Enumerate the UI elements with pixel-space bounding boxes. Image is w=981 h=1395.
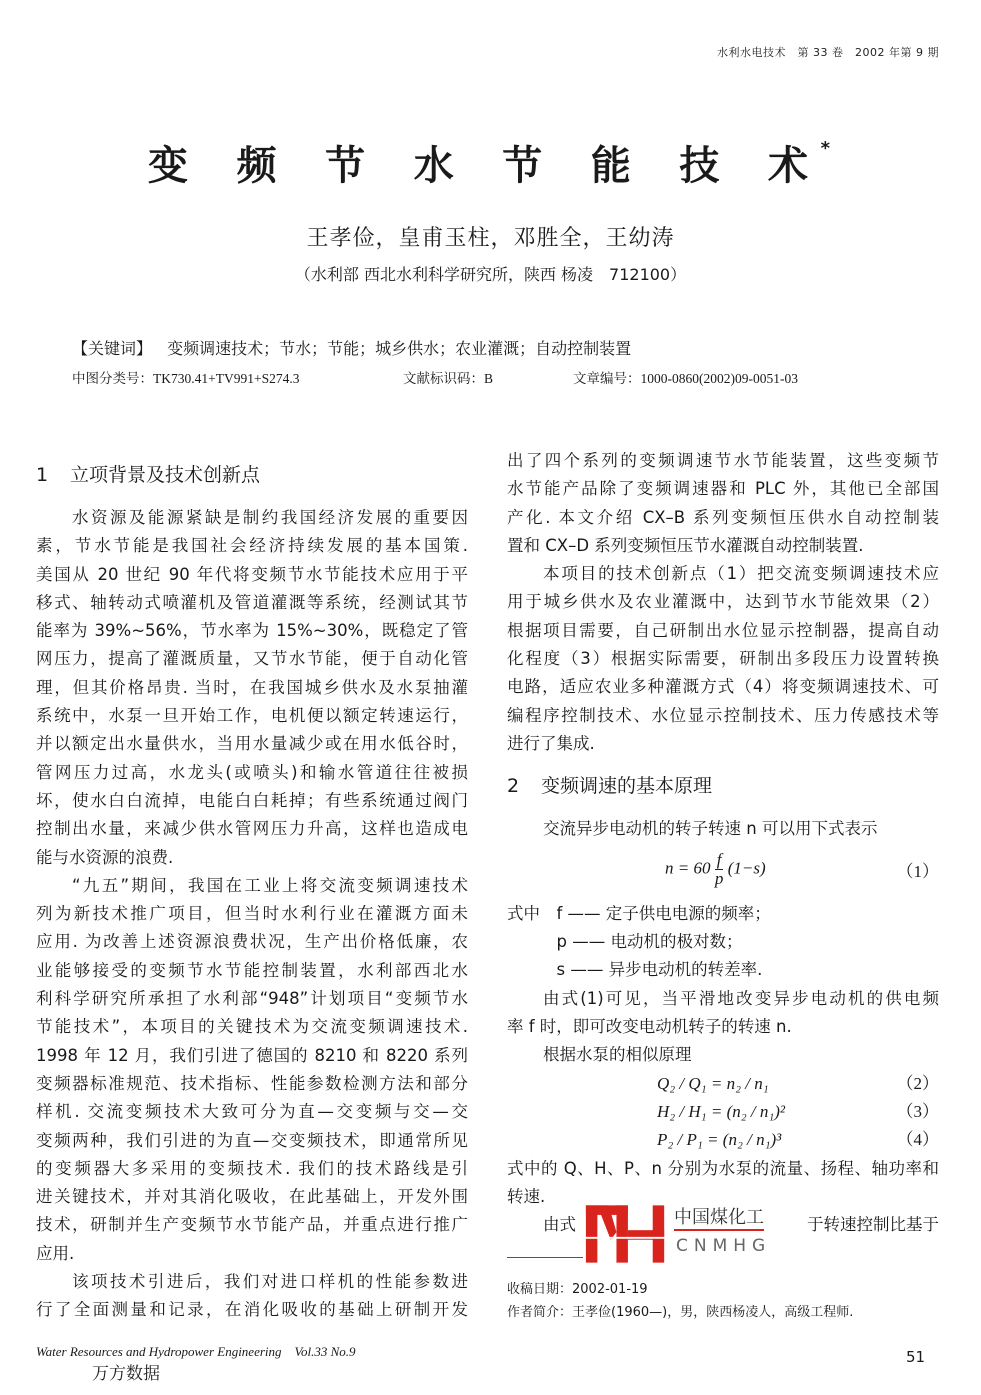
text-line: 并以额定出水量供水，当用水量减少或在用水低谷时，: [36, 734, 468, 754]
equation-3: [507, 1098, 939, 1126]
footer-journal: Water Resources and Hydropower Engineering Vol.33 No.9: [36, 1344, 356, 1359]
text-line: 理，但其价格昂贵. 当时，在我国城乡供水及水泵抽灌: [36, 677, 468, 697]
paper-title: [148, 134, 830, 191]
section-number: 2: [507, 775, 520, 797]
text-line: 的变频器大多采用的变频技术. 我们的技术路线是引: [36, 1158, 468, 1178]
keywords: [72, 336, 631, 359]
text-line: 美国从 20 世纪 90 年代将变频节水节能技术应用于平: [36, 564, 468, 584]
author-bio: 作者简介：王孝俭(1960—)，男，陕西杨凌人，高级工程师.: [507, 1305, 854, 1320]
text-line: 变频两种，我们引进的为直—交变频技术，即通常所见: [36, 1130, 468, 1150]
text-line: 控制出水量，来减少供水管网压力升高，这样也造成电: [36, 819, 468, 839]
text-line: 由式(1)可见，当平滑地改变异步电动机的供电频: [543, 988, 939, 1008]
text-line: 列为新技术推广项目，但当时水利行业在灌溉方面未: [36, 904, 468, 924]
text-line: 应用.: [36, 1243, 75, 1263]
text-line: 转速.: [507, 1186, 546, 1206]
equation-label: （3）: [896, 1101, 939, 1121]
text-line: 能率为 39%~56%，节水率为 15%~30%，既稳定了管: [36, 621, 468, 641]
logo-text-cn: 中国煤化工: [674, 1207, 764, 1231]
title-char: 水: [413, 143, 454, 189]
text-line: 节能技术”，本项目的关键技术为交流变频调速技术.: [36, 1017, 468, 1037]
numerator: f: [716, 850, 722, 870]
text-line: 水资源及能源紧缺是制约我国经济发展的重要因: [72, 508, 468, 527]
equation-4: [507, 1126, 939, 1154]
text-line: 行了全面测量和记录，在消化吸收的基础上研制开发: [36, 1300, 468, 1320]
text-line: “九五”期间，我国在工业上将交流变频调速技术: [72, 875, 468, 895]
text-line: 进行了集成.: [507, 733, 595, 753]
document-code: 文献标识码：B: [403, 371, 494, 386]
section-title: 变频调速的基本原理: [541, 775, 713, 797]
keywords-text: 变频调速技术；节水；节能；城乡供水；农业灌溉；自动控制装置: [167, 339, 632, 358]
text-line: 样机. 交流变频技术大致可分为直—交变频与交—交: [36, 1102, 468, 1122]
title-char: 节: [502, 143, 543, 189]
denominator: p: [714, 869, 724, 889]
text-line: 水节能产品除了变频调速器和 PLC 外，其他已全部国: [507, 479, 939, 499]
text-line: 坏，使水白白流掉，电能白白耗掉；有些系统通过阀门: [36, 790, 468, 810]
where-line: p —— 电动机的极对数；: [507, 932, 743, 952]
logo-text-en: CNMHG: [676, 1236, 772, 1256]
title-footnote-mark: *: [820, 138, 830, 159]
text-line: 业能够接受的变频节水节能控制装置，水利部西北水: [36, 960, 468, 980]
equation-label: （1）: [896, 862, 939, 882]
received-date: 收稿日期：2002-01-19: [507, 1282, 648, 1297]
formula-lhs: n = 60: [665, 858, 711, 878]
text-line: 产化. 本文介绍 CX–B 系列变频恒压供水自动控制装: [507, 507, 939, 527]
text-line: 该项技术引进后，我们对进口样机的性能参数进: [72, 1272, 468, 1292]
text-line: 用于城乡供水及农业灌溉中，达到节水节能效果（2）: [507, 592, 939, 612]
title-char: 术: [767, 143, 808, 189]
text-line: 网压力，提高了灌溉质量，又节水节能，便于自动化管: [36, 649, 468, 669]
equation-label: （2）: [896, 1073, 939, 1093]
text-line: 式中的 Q、H、P、n 分别为水泵的流量、扬程、轴功率和: [507, 1158, 939, 1178]
text-line: 化程度（3）根据实际需要，研制出多段压力设置转换: [507, 649, 939, 669]
keywords-label: 【关键词】: [72, 339, 153, 358]
title-char: 技: [679, 143, 720, 189]
formula-intro: 交流异步电动机的转子转速 n 可以用下式表示: [543, 819, 878, 838]
text-line: 进关键技术，并对其消化吸收，在此基础上，开发外围: [36, 1187, 468, 1207]
cnmhg-logo-icon: [584, 1204, 668, 1264]
text-line: 本项目的技术创新点（1）把交流变频调速技术应: [543, 564, 939, 584]
authors: 王孝俭，皇甫玉柱，邓胜全，王幼涛: [306, 226, 675, 251]
equation-expression: Q₂ / Q₁ = n₂ / n₁: [657, 1073, 769, 1093]
affiliation: （水利部 西北水利科学研究所，陕西 杨凌 712100）: [294, 265, 687, 284]
text-line: 素，节水节能是我国社会经济持续发展的基本国策.: [36, 536, 468, 556]
where-line: s —— 异步电动机的转差率.: [507, 960, 763, 980]
text-line: 管网压力过高，水龙头(或喷头)和输水管道往往被损: [36, 762, 468, 782]
text-line: 置和 CX–D 系列变频恒压节水灌溉自动控制装置.: [507, 535, 864, 555]
running-header: 水利水电技术 第 33 卷 2002 年第 9 期: [717, 46, 939, 59]
title-char: 节: [325, 143, 366, 189]
section-number: 1: [36, 464, 49, 486]
page-number: 51: [906, 1348, 926, 1366]
text-fragment: 于转速控制比基于: [807, 1215, 939, 1235]
right-column-text: [507, 447, 939, 758]
equation-label: （4）: [896, 1130, 939, 1150]
right-column-body: [507, 815, 939, 1239]
equation-2: [507, 1070, 939, 1098]
text-line: 变频器标准规范、技术指标、性能参数检测方法和部分: [36, 1073, 468, 1093]
wanfang-watermark: 万方数据: [92, 1364, 160, 1384]
text-fragment: 由式: [543, 1215, 576, 1235]
clc-number: 中图分类号：TK730.41+TV991+S274.3: [72, 371, 300, 386]
equation-expression: P₂ / P₁ = (n₂ / n₁)³: [657, 1130, 782, 1150]
text-line: 率 f 时，即可改变电动机转子的转速 n.: [507, 1017, 792, 1037]
formula-rhs: (1−s): [727, 858, 766, 878]
section-title: 立项背景及技术创新点: [70, 464, 261, 486]
text-line: 系统中，水泵一旦开始工作，电机便以额定转速运行，: [36, 706, 468, 726]
section-1-heading: [36, 461, 468, 489]
where-line: 式中 f —— 定子供电电源的频率；: [507, 903, 771, 923]
text-line: 根据项目需要，自己研制出水位显示控制器，提高自动: [507, 620, 939, 640]
text-line: 应用. 为改善上述资源浪费状况，生产出价格低廉，农: [36, 932, 468, 952]
text-line: 电路，适应农业多种灌溉方式（4）将变频调速技术、可: [507, 677, 939, 697]
text-line: 移式、轴转动式喷灌机及管道灌溉等系统，经测试其节: [36, 592, 468, 612]
left-column-text: [36, 504, 468, 1325]
title-char: 变: [148, 143, 188, 189]
text-line: 出了四个系列的变频调速节水节能装置，这些变频节: [507, 451, 939, 470]
text-line: 利科学研究所承担了水利部“948”计划项目“变频节水: [36, 989, 468, 1009]
fraction: [715, 851, 724, 888]
text-line: 技术，研制并生产变频节水节能产品，并重点进行推广: [36, 1215, 468, 1235]
article-number: 文章编号：1000-0860(2002)09-0051-03: [573, 371, 798, 386]
text-line: 编程序控制技术、水位显示控制技术、压力传感技术等: [507, 705, 939, 725]
footnote-rule: [507, 1257, 583, 1258]
text-line: 根据水泵的相似原理: [543, 1045, 692, 1065]
title-char: 能: [590, 143, 631, 189]
title-char: 频: [236, 143, 277, 189]
text-line: 1998 年 12 月，我们引进了德国的 8210 和 8220 系列: [36, 1045, 468, 1065]
text-line: 能与水资源的浪费.: [36, 847, 174, 867]
formula-1: [507, 843, 939, 900]
equation-expression: H₂ / H₁ = (n₂ / n₁)²: [657, 1101, 786, 1121]
section-2-heading: [507, 772, 939, 800]
